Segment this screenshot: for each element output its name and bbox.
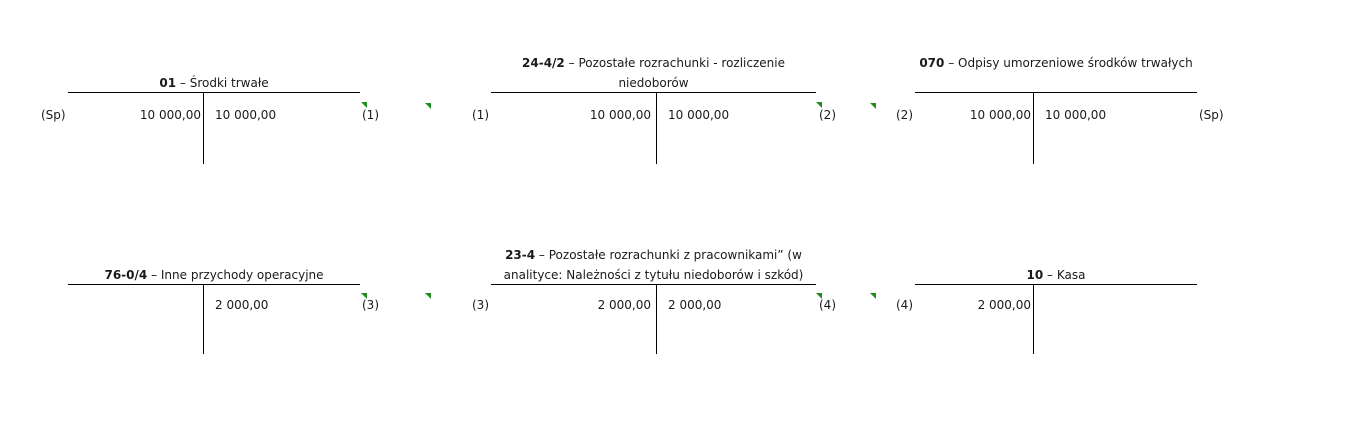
- left-label: (Sp): [41, 108, 66, 122]
- account-name: Odpisy umorzeniowe środków trwałych: [958, 56, 1193, 70]
- account-title: [68, 73, 360, 93]
- account-top-line: [68, 92, 360, 93]
- debit-amount: 2 000,00: [597, 298, 651, 312]
- right-label: (4): [819, 298, 836, 312]
- account-title: [915, 265, 1197, 285]
- account-title: [491, 53, 816, 93]
- account-title: [491, 245, 816, 285]
- right-label: (3): [362, 298, 379, 312]
- account-code: 10: [1026, 268, 1044, 282]
- credit-amount: 2 000,00: [215, 298, 269, 312]
- debit-amount: 10 000,00: [969, 108, 1031, 122]
- left-label: (1): [472, 108, 489, 122]
- dash: –: [568, 56, 575, 70]
- account-top-line: [68, 284, 360, 285]
- comment-marker-icon[interactable]: [425, 103, 431, 109]
- left-label: (2): [896, 108, 913, 122]
- account-center-line: [203, 92, 204, 164]
- credit-amount: 2 000,00: [668, 298, 722, 312]
- account-code: 24-4/2: [522, 56, 565, 70]
- account-code: 070: [919, 56, 945, 70]
- account-center-line: [1033, 92, 1034, 164]
- comment-marker-icon[interactable]: [870, 103, 876, 109]
- comment-marker-icon[interactable]: [361, 102, 367, 108]
- account-title: [68, 265, 360, 285]
- account-center-line: [1033, 284, 1034, 354]
- dash: –: [948, 56, 955, 70]
- account-name: Pozostałe rozrachunki z pracownikami” (w analityce: Należności z tytułu niedoborów i szkód): [503, 248, 804, 282]
- left-label: (4): [896, 298, 913, 312]
- right-label: (Sp): [1199, 108, 1224, 122]
- right-label: (2): [819, 108, 836, 122]
- account-name: Inne przychody operacyjne: [160, 268, 324, 282]
- credit-amount: 10 000,00: [215, 108, 277, 122]
- right-label: (1): [362, 108, 379, 122]
- account-top-line: [491, 284, 816, 285]
- comment-marker-icon[interactable]: [870, 293, 876, 299]
- dash: –: [538, 248, 545, 262]
- account-center-line: [656, 284, 657, 354]
- dash: –: [151, 268, 158, 282]
- debit-amount: 10 000,00: [589, 108, 651, 122]
- account-top-line: [915, 284, 1197, 285]
- account-center-line: [656, 92, 657, 164]
- account-center-line: [203, 284, 204, 354]
- comment-marker-icon[interactable]: [816, 293, 822, 299]
- account-code: 76-0/4: [104, 268, 148, 282]
- dash: –: [1047, 268, 1054, 282]
- debit-amount: 10 000,00: [139, 108, 201, 122]
- credit-amount: 10 000,00: [1045, 108, 1107, 122]
- account-top-line: [491, 92, 816, 93]
- dash: –: [179, 76, 186, 90]
- account-name: Kasa: [1056, 268, 1086, 282]
- account-top-line: [915, 92, 1197, 93]
- comment-marker-icon[interactable]: [361, 293, 367, 299]
- account-name: Środki trwałe: [189, 76, 269, 90]
- comment-marker-icon[interactable]: [816, 102, 822, 108]
- credit-amount: 10 000,00: [668, 108, 730, 122]
- left-label: (3): [472, 298, 489, 312]
- debit-amount: 2 000,00: [977, 298, 1031, 312]
- comment-marker-icon[interactable]: [425, 293, 431, 299]
- account-code: 01: [159, 76, 177, 90]
- account-name: Pozostałe rozrachunki - rozliczenie niedoborów: [578, 56, 785, 90]
- account-code: 23-4: [505, 248, 536, 262]
- account-title: [915, 53, 1197, 73]
